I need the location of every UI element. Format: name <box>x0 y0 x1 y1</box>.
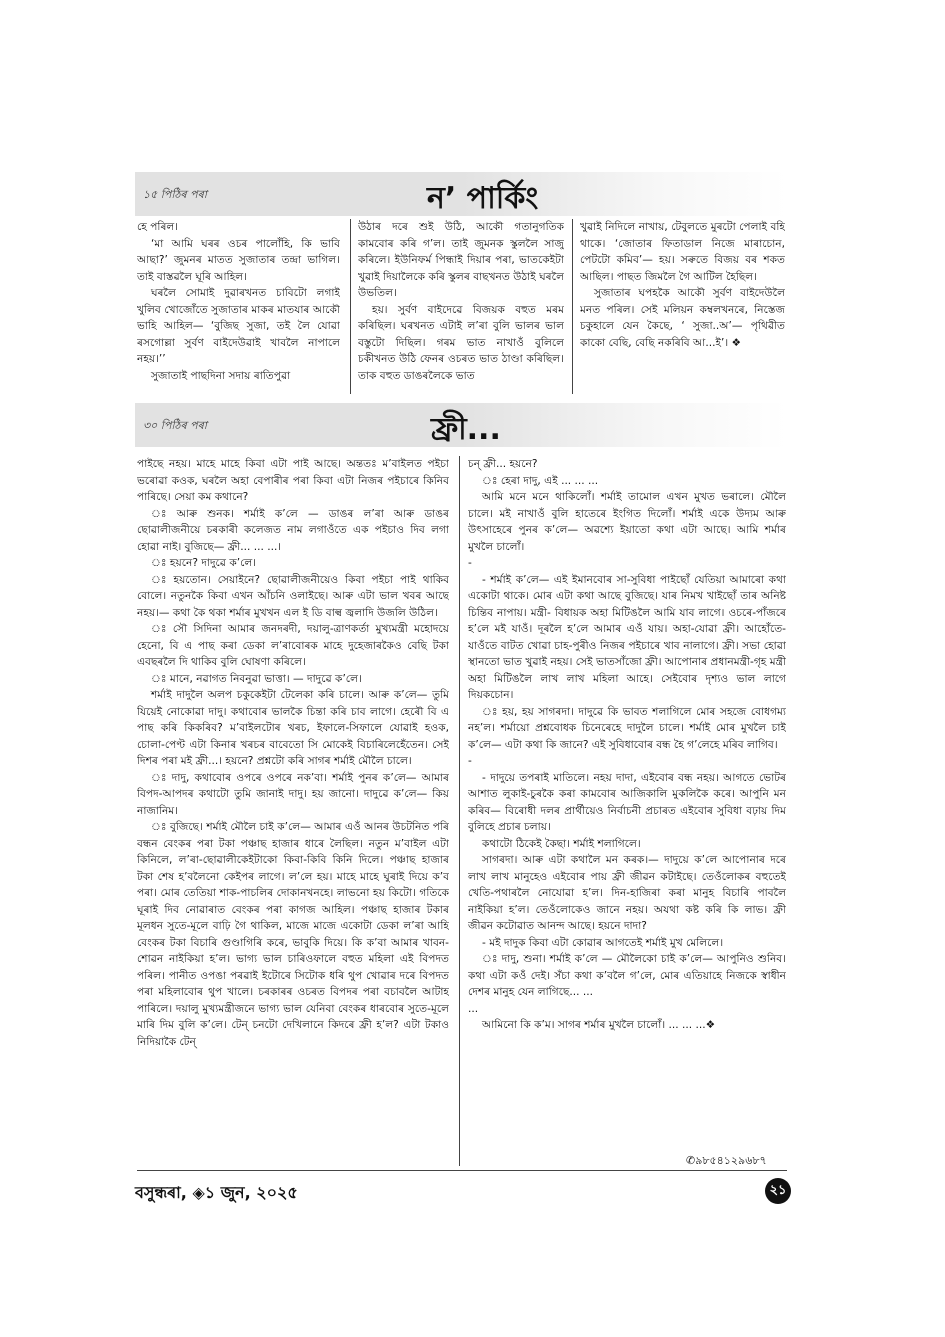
author-phone: ✆৯৮৫৪১২৯৬৮৭ <box>686 1154 767 1167</box>
paragraph: হে পৰিল। <box>137 221 179 233</box>
paragraph: ঃ দাদু, শুনা। শৰ্মাই ক’লে — মৌলৈকো চাই ক’লে— আপুনিও শুনিব। কথা এটা কওঁ দেই। সঁচা কথা ক’বলৈ গ’লে, মোৰ এতিয়াহে নিজকে স্বাধীন দেশৰ মানুহ যেন লাগিছে... ... <box>468 953 786 998</box>
paragraph: কথাটো ঠিকেই কৈছা। শৰ্মাই শলাগিলে। <box>482 837 641 850</box>
story-title: ন’ পাৰ্কিং <box>427 181 539 216</box>
paragraph: ঃ হয়নে? দাদুৱে ক’লে। <box>151 557 257 569</box>
continued-from-label: ৩০ পিঠিৰ পৰা <box>143 419 207 432</box>
column-divider <box>572 219 573 394</box>
paragraph: সাগৰদা। আৰু এটা কথালৈ মন কৰক।— দাদুয়ে ক’লে আপোনাৰ দৰে লাখ লাখ মানুহেও এইবোৰ পায় ফ্ৰী জীৱন কটাইছে। তেওঁলোকৰ বহুতেই খেতি-পথাৰলৈ নোযোৱা হ’ল। দিন-হাজিৰা কৰা মানুহ বিচাৰি পাবলৈ নাইকিয়া হ’ল। তেওঁলোকেও জানে নহয়। অযথা কষ্ট কৰি কি লাভ। ফ্ৰী জীৱন কটোৱাত আনন্দ আছে। হয়নে দাদা? <box>468 854 786 932</box>
paragraph: ঃ হয়তোন। সেয়াইনে? ছোৱালীজনীয়েও কিবা পইচা পাই থাকিব বোলে। নতুনকৈ কিবা এখন আঁচনি ওলাইছে। আৰু এটা ভাল খবৰ আছে নহয়।— কথা কৈ থকা শৰ্মাৰ মুখখন এল ই ডি বাল্ব জ্বলাদি উজলি উঠিল। <box>137 573 449 619</box>
paragraph: শৰ্মাই দাদুলৈ অলপ চকুকেইটা টেলেকা কৰি চালে। আৰু ক’লে— তুমি যিয়েই নোকোৱা দাদু। কথাবোৰ ভালকৈ চিন্তা কৰি চাব লাগে। হেৰৌ বি এ পাছ কৰি কিকৰিব? মʼবাইলটোৰ খৰচ, ইফালে-সিফালে যোৱাই হওক, চোলা-পেণ্ট এটা কিনাৰ খৰচৰ বাবেতো সি মোকেই বিচাৰিলেহেঁতেন। সেই দিশৰ পৰা মই ফ্ৰী...। হয়নে? প্ৰশ্নটো কৰি সাগৰ শৰ্মাই মৌলৈ চালে। <box>137 689 449 767</box>
paragraph: আমি মনে মনে থাকিলোঁ। শৰ্মাই তামোল এখন মুখত ভৰালে। মৌলৈ চালে। মই নাখাওঁ বুলি হাতেৰে ইংগিত দিলোঁ। শৰ্মাই একে উদ্যম আৰু উৎসাহেৰে পুনৰ ক’লে— অৱশ্যে ইয়াতো কথা এটা আছে। আমি শৰ্মাৰ মুখলৈ চালোঁ। <box>468 491 786 553</box>
continued-from-label: ১৫ পিঠিৰ পৰা <box>143 188 207 201</box>
paragraph: ঃ মানে, নৱাগত নিবনুৱা ভাত্তা। — দাদুৱে ক’লে। <box>151 672 362 685</box>
column-divider <box>350 219 351 394</box>
page-number: ২১ <box>765 1178 791 1204</box>
paragraph: ঃ হয়, হয় সাগৰদা। দাদুৱে কি ভাবত শলাগিলে মোৰ সহজে বোধগম্য নহ’ল। শৰ্মায়ো প্ৰশ্নবোধক চিনেৰেহে দাদুলৈ চালে। শৰ্মাই মোৰ মুখলৈ চাই ক’লে— এটা কথা কি জানে? এই সুবিধাবোৰ বন্ধ হৈ গ’লেহে মৰিব লাগিব। <box>468 705 786 751</box>
paragraph: ... <box>468 1002 479 1015</box>
section-header-free <box>135 403 787 447</box>
column-divider <box>459 456 460 1166</box>
story-column-1 <box>137 456 449 1168</box>
paragraph: - দাদুয়ে তপৰাই মাতিলে। নহয় দাদা, এইবোৰ বন্ধ নহয়। আগতে ভোটৰ আশাত লুকাই-চুৰকৈ কৰা কামবোৰ আজিকালি মুকলিকৈ কৰে। আপুনি মন কৰিব— বিৰোধী দলৰ প্ৰাৰ্থীয়েও নিৰ্বাচনী প্ৰচাৰত এইবোৰ সুবিধা বঢ়ায় দিম বুলিহে প্ৰচাৰ চলায়। <box>468 771 786 833</box>
paragraph: ঃ বুজিছে। শৰ্মাই মৌলৈ চাই ক’লে— আমাৰ এওঁ আনৰ উচটনিত পৰি বন্ধন বেংকৰ পৰা টকা পঞ্চাছ হাজাৰ ধাৰে লৈছিল। নতুন মʼবাইল এটা কিনিলে, ল’ৰা-ছোৱালীকেইটাকো কিবা-কিবি কিনি দিলে। পঞ্চাছ হাজাৰ টকা শেষ হ’বলৈনো কেইপৰ লাগে। ল’লে হয়। মাহে মাহে ঘুৰাই দিয়ে ক’ব পৰা। মোৰ তেতিয়া শাক-পাচলিৰ দোকানখনহে। লাভনো হয় কিটো। গতিকে ঘূৰাই দিব নোৱাৰাত বেংকৰ পৰা কাগজ আহিল। পঞ্চাছ হাজাৰ টকাৰ মূলধন সুতে-মূলে বাঢ়ি গৈ থাকিল, মাজে মাজে একোটা ডেকা ল’ৰা আহি বেংকৰ টকা বিচাৰি গুণ্ডাগিৰি কৰে, ভাবুকি দিয়ে। কি ক’বা আমাৰ খাবন-শোৱন নাইকিয়া হ’ল। ভাগ্য ভাল চাৰিওফালে বহুত মহিলা এই বিপদত পৰিল। পানীত ওপঙা পৰৱাই ইটোৰে সিটোক ধৰি থুপ খোৱাৰ দৰে বিপদত পৰা মহিলাবোৰ থুপ খালে। চৰকাৰৰ ওচৰত বিপদৰ পৰা বচাবলৈ আটাহ পাৰিলে। দয়ালু মুখ্যমন্ত্ৰীজনে ভাগ্য ভাল যেনিবা বেংকৰ ধাৰবোৰ সুতে-মূলে মাৰি দিম বুলি ক’লে। টেন্‌ চনটো দেখিলানে কিদৰে ফ্ৰী হ’ল? এটা টকাও নিদিয়াকৈ টেন্ <box>137 821 449 1048</box>
paragraph: - শৰ্মাই ক’লে— এই ইমানবোৰ সা-সুবিধা পাইছোঁ যেতিয়া আমাৰো কথা একোটা থাকে। মোৰ এটা কথা আছে বুজিছে। যাৰ নিমখ খাইছোঁ তাৰ অনিষ্ট চিন্তিব নাপায়। মন্ত্ৰী- বিধায়ক অহা মিটিঙলৈ আমি যাব লাগে। ওচৰে-পাঁজৰে হ’লে মই যাওঁ। দূৰলৈ হ’লে আমাৰ এওঁ যায়। অহা-যোৱা ফ্ৰী। আহোঁতে-যাওঁতে বাটত খোৱা চাহ-পুৰীও নিজৰ পইচাৰে খাব নালাগে। ফ্ৰী। সভা হোৱা স্থানতো ভাত খুৱাই নহয়। সেই ভাতসাঁজো ফ্ৰী। আপোনাৰ প্ৰধানমন্ত্ৰী-গৃহ মন্ত্ৰী অহা মিটিঙলৈ লাখ লাখ মহিলা আহে। সেইবোৰ দৃশ্যও ভাল লাগে দিয়কচোন। <box>468 573 786 701</box>
paragraph: ঃ হেৰা দাদু, এই ... ... ... <box>482 474 599 487</box>
paragraph: - <box>468 755 472 767</box>
footer-divider <box>137 1170 787 1171</box>
story-column-2 <box>358 219 564 399</box>
paragraph: হয়। সুৰ্বণ বাইদেৱে বিজয়ক বহুত মৰম কৰিছিল। ঘৰখনত এটাই ল’ৰা বুলি ভালৰ ভাল বস্তুটো দিছিল। গৰম ভাত নাখাওঁ বুলিলে চকীখনত উঠি ফেনৰ ওচৰত ভাত ঠাণ্ডা কৰিছিল। তাক বহুত ডাঙৰলৈকে ভাত <box>358 303 564 382</box>
paragraph: ঃ সৌ সিদিনা আমাৰ জনদৰদী, দয়ালু-ত্ৰাণকৰ্তা মুখ্যমন্ত্ৰী মহোদয়ে হেনো, বি এ পাছ কৰা ডেকা ল’ৰাবোৰক মাহে দুহেজাৰকৈও বেছি টকা এবছৰলৈ দি থাকিব বুলি ঘোষণা কৰিলে। <box>137 623 449 668</box>
paragraph: ‘মা আমি ঘৰৰ ওচৰ পালোঁহি, কি ভাবি আছা?’ জুমনৰ মাতত সুজাতাৰ তন্দ্ৰা ভাগিল। তাই বাস্তৱলৈ ঘূৰি আহিল। <box>137 237 340 283</box>
paragraph: ঃ আৰু শুনক। শৰ্মাই ক’লে — ডাঙৰ ল’ৰা আৰু ডাঙৰ ছোৱালীজনীয়ে চৰকাৰী কলেজত নাম লগাওঁতে এক পইচাও দিব লগা হোৱা নাই। বুজিছে— ফ্ৰী... ... ...। <box>137 507 449 553</box>
story-column-3 <box>580 219 785 399</box>
paragraph: উঠাৰ দৰে শুই উঠি, আকৌ গতানুগতিক কামবোৰ কৰি গ’ল। তাই জুমনক স্কুললৈ সাজু কৰিলে। ইউনিফৰ্ম পিন্ধাই দিয়াৰ পৰা, ভাতকেইটা খুৱাই দিয়ালৈকে কৰি স্কুলৰ বাছখনত উঠাই ঘৰলৈ উভতিল। <box>358 221 564 299</box>
paragraph: - <box>468 557 472 569</box>
story-column-2 <box>468 456 786 1138</box>
paragraph: ঃ দাদু, কথাবোৰ ওপৰে ওপৰে নক’বা। শৰ্মাই পুনৰ ক’লে— আমাৰ বিপদ-আপদৰ কথাটো তুমি জানাই দাদু। হয় জানো। দাদুৱে ক’লে— কিয় নাজানিম। <box>137 771 449 817</box>
paragraph: সুজাতাই পাছদিনা সদায় ৰাতিপুৱা <box>151 369 291 382</box>
paragraph: ঘৰলৈ সোমাই দুৱাৰখনত চাবিটো লগাই খুলিব খোজোঁতে সুজাতাৰ মাকৰ মাতযাৰ আকৌ ভাহি আহিল— ‘বুজিছ সুজা, তই লৈ যোৱা ৰসগোল্লা সুৰ্বণ বাইদেউৱাই খাবলৈ নাপালে নহয়।’’ <box>137 287 340 365</box>
paragraph: পাইছে নহয়। মাহে মাহে কিবা এটা পাই আছে। অন্ততঃ মʼবাইলত পইচা ভৰোৱা কওক, ঘৰলৈ অহা বেপাৰীৰ পৰা কিবা এটা নিজৰ পইচাৰে কিনিব পাৰিছে। সেয়া কম কথানে? <box>137 458 449 503</box>
paragraph: চন্‌ ফ্ৰী... হয়নে? <box>468 458 538 470</box>
paragraph: খুৱাই নিদিলে নাখায়, টেবুলতে মুৰটো পেলাই বহি থাকে। ‘জোতাৰ ফিতাডাল নিজে মাৰাচোন, পেটটো কমিব’— হয়। সৰুতে বিজয় বৰ শকত আছিল। পাছত জিমলৈ গৈ আটিল হৈছিল। <box>580 221 785 283</box>
paragraph: সুজাতাৰ ঘপহকৈ আকৌ সুৰ্বণ বাইদেউলৈ মনত পৰিল। সেই মলিয়ন কম্বলখনৰে, নিস্তেজ চকুহালে যেন কৈছে, ‘ সুজা..অ’— পৃথিৱীত কাকো বেছি, বেছি নকৰিবি আ...ই’। ❖ <box>580 287 785 349</box>
paragraph: - মই দাদুক কিবা এটা কোৱাৰ আগতেই শৰ্মাই মুখ মেলিলে। <box>482 936 724 949</box>
magazine-footer: বসুন্ধৰা, ◈১ জুন, ২০২৫ <box>135 1183 298 1202</box>
story-column-1 <box>137 219 340 399</box>
paragraph: আমিনো কি ক’ম। সাগৰ শৰ্মাৰ মুখলৈ চালোঁ। ... ... ...❖ <box>482 1019 716 1031</box>
story-title: ফ্ৰী... <box>431 412 501 447</box>
section-header-no-parking <box>135 172 787 216</box>
